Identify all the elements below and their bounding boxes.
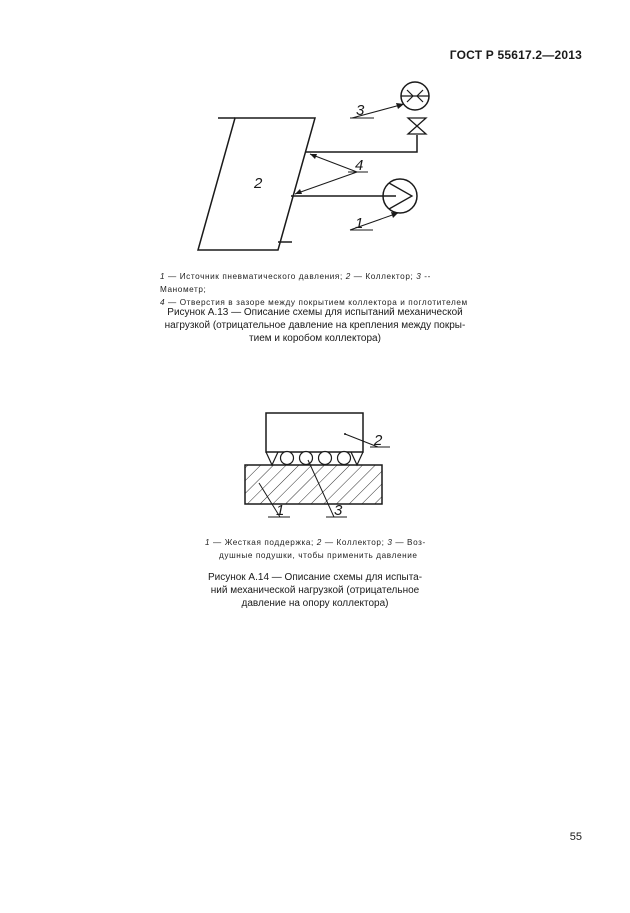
legend-line: 1 — Источник пневматического давления; 2 — Коллектор; 3 -- Манометр; — [160, 272, 431, 294]
left-side-support — [266, 452, 278, 465]
label-4-openings: 4 — [355, 157, 364, 174]
label-2-collector: 2 — [254, 175, 263, 192]
rigid-support — [245, 465, 382, 504]
legend-line: душные подушки, чтобы применить давление — [219, 551, 418, 560]
figure-a14-caption: Рисунок А.14 — Описание схемы для испыта- ний механической нагрузкой (отрицательное давление на опору коллектора) — [207, 572, 423, 609]
legend-line: 4 — Отверстия в зазоре между покрытием коллектора и поглотителем — [160, 298, 468, 307]
page-number: 55 — [569, 831, 582, 843]
collector-box — [266, 413, 363, 452]
label-3-cushions: 3 — [334, 502, 343, 519]
air-cushion — [338, 452, 351, 465]
legend-line: 1 — Жесткая поддержка; 2 — Коллектор; 3 — Воз- — [205, 538, 426, 547]
right-side-support — [351, 452, 363, 465]
air-cushion — [319, 452, 332, 465]
air-cushion — [300, 452, 313, 465]
label-1-support: 1 — [276, 502, 285, 519]
label-2-collector: 2 — [374, 432, 383, 449]
figure-a14-legend — [205, 536, 435, 562]
document-header-code: ГОСТ Р 55617.2—2013 — [449, 48, 582, 62]
label-1-source: 1 — [355, 215, 364, 232]
figure-a13-caption: Рисунок А.13 — Описание схемы для испытаний механической нагрузкой (отрицательное давление на крепления между покры- тием и коробом коллектора) — [164, 307, 466, 344]
label-3-manometer: 3 — [356, 102, 365, 119]
air-cushion — [281, 452, 294, 465]
